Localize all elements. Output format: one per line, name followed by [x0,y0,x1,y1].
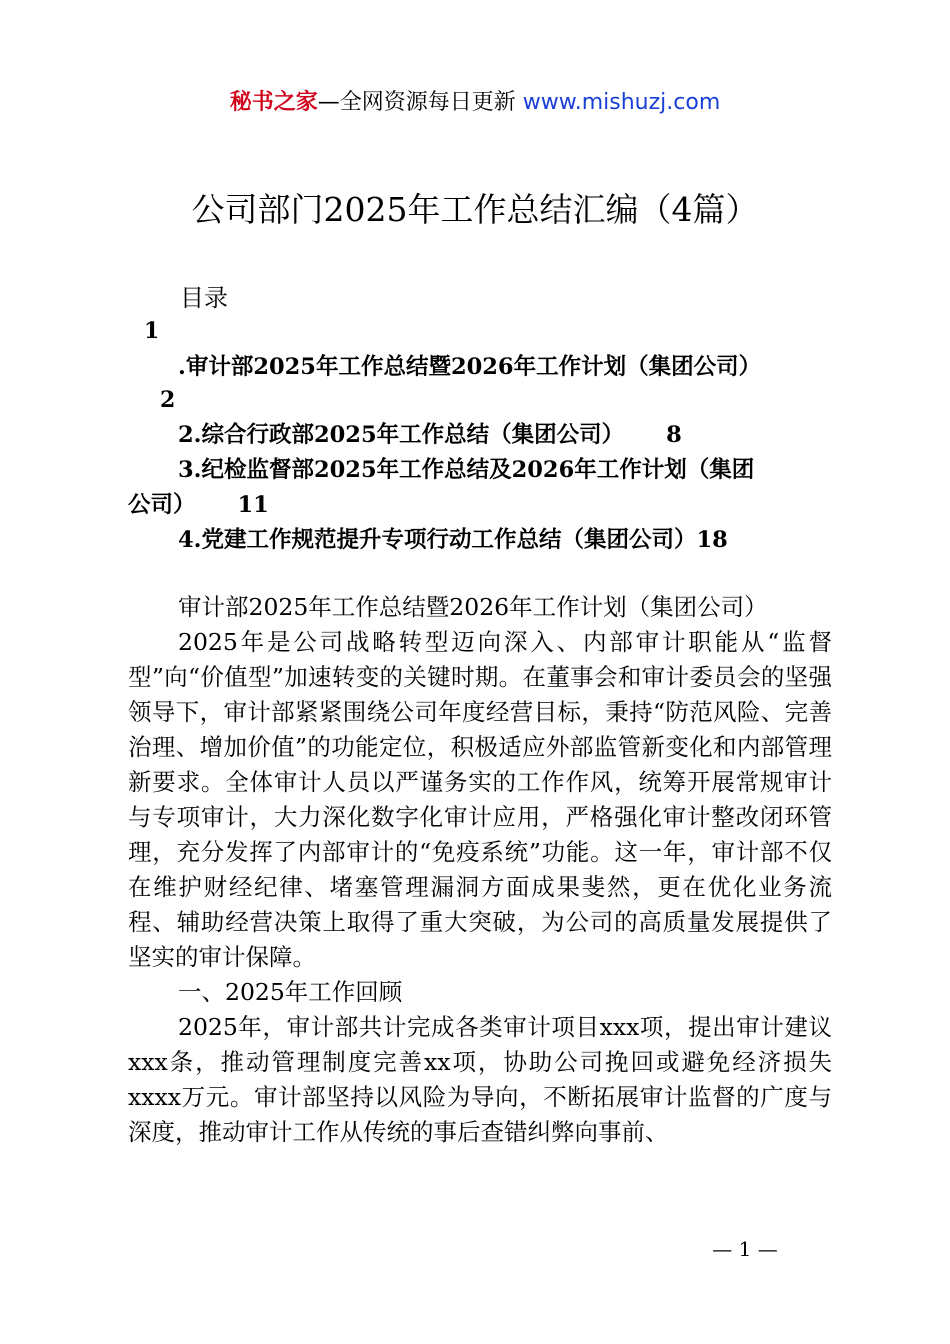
toc-item2-title: 2.综合行政部2025年工作总结（集团公司） [178,422,625,448]
section-heading-review: 一、2025年工作回顾 [178,978,403,1006]
toc-item3-line1[interactable]: 3.纪检监督部2025年工作总结及2026年工作计划（集团 [178,457,755,483]
toc-item1-page: 2 [160,387,176,413]
toc-item3-page: 11 [237,492,269,518]
toc-item2[interactable] [178,418,882,452]
paragraph-intro: 2025年是公司战略转型迈向深入、内部审计职能从“监督型”向“价值型”加速转变的关键时期。在董事会和审计委员会的坚强领导下，审计部紧紧围绕公司年度经营目标，秉持“防范风险、完善治理、增加价值”的功能定位，积极适应外部监管新变化和内部管理新要求。全体审计人员以严谨务实的工作作风，统筹开展常规审计与专项审计，大力深化数字化审计应用，严格强化审计整改闭环管理，充分发挥了内部审计的“免疫系统”功能。这一年，审计部不仅在维护财经纪律、堵塞管理漏洞方面成果斐然，更在优化业务流程、辅助经营决策上取得了重大突破，为公司的高质量发展提供了坚实的审计保障。 [128,628,832,971]
document-body [128,590,832,1150]
toc-item1-title[interactable]: .审计部2025年工作总结暨2026年工作计划（集团公司） [178,354,762,380]
page-number: — 1 — [712,1237,778,1261]
section-title: 审计部2025年工作总结暨2026年工作计划（集团公司） [178,593,768,621]
brand-name: 秘书之家 [229,90,318,115]
toc-item4-title: 4.党建工作规范提升专项行动工作总结（集团公司） [178,527,697,553]
toc-item4[interactable] [178,523,882,557]
toc-item3-line2[interactable] [128,488,832,522]
toc-item4-page: 18 [696,527,728,553]
toc-item1-number: 1 [144,318,160,344]
page-title: 公司部门2025年工作总结汇编（4篇） [191,190,759,229]
toc-heading: 目录 [180,284,228,312]
toc-item2-page: 8 [666,422,682,448]
site-link[interactable]: www.mishuzj.com [522,90,721,115]
header-banner [0,86,950,120]
toc-item3-title-end: 公司） [128,492,196,518]
header-tagline: —全网资源每日更新 [317,90,523,115]
paragraph-review: 2025年，审计部共计完成各类审计项目xxx项，提出审计建议xxx条，推动管理制度完善xx项，协助公司挽回或避免经济损失xxxx万元。审计部坚持以风险为导向，不断拓展审计监督的广度与深度，推动审计工作从传统的事后查错纠弊向事前、 [128,1013,832,1146]
